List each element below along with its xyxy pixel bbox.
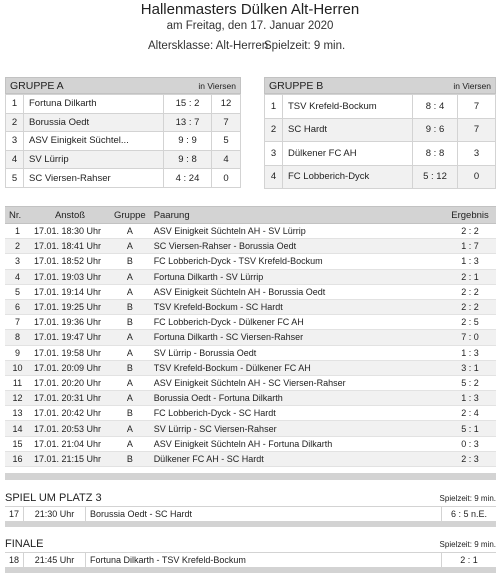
match-row	[5, 330, 496, 345]
match-kickoff: 17.01. 18:52 Uhr	[30, 254, 110, 269]
match-pairing: TSV Krefeld-Bockum - Dülkener FC AH	[150, 360, 444, 375]
match-pairing: Borussia Oedt - Fortuna Dilkarth	[150, 391, 444, 406]
match-result: 5 : 1	[444, 421, 496, 436]
team-rank: 1	[6, 95, 24, 114]
third-place-time: 21:30 Uhr	[24, 507, 86, 521]
match-result: 2 : 2	[444, 299, 496, 314]
standings-row	[265, 165, 496, 189]
match-kickoff: 17.01. 19:25 Uhr	[30, 299, 110, 314]
team-name: Dülkener FC AH	[283, 142, 413, 166]
match-group: B	[110, 451, 150, 466]
team-goals: 13 : 7	[164, 113, 212, 132]
match-group: A	[110, 330, 150, 345]
match-group: B	[110, 315, 150, 330]
col-nr: Nr.	[5, 207, 30, 224]
match-nr: 14	[5, 421, 30, 436]
col-result: Ergebnis	[444, 207, 496, 224]
match-kickoff: 17.01. 20:09 Uhr	[30, 360, 110, 375]
match-pairing: Fortuna Dilkarth - SV Lürrip	[150, 269, 444, 284]
match-schedule	[5, 206, 496, 467]
team-rank: 1	[265, 95, 283, 119]
match-result: 5 : 2	[444, 375, 496, 390]
match-nr: 9	[5, 345, 30, 360]
standings-row	[6, 113, 241, 132]
team-rank: 2	[6, 113, 24, 132]
match-group: A	[110, 239, 150, 254]
standings-row	[265, 142, 496, 166]
match-row	[5, 224, 496, 239]
final-nr: 18	[5, 553, 24, 567]
match-pairing: FC Lobberich-Dyck - SC Hardt	[150, 406, 444, 421]
match-result: 1 : 3	[444, 254, 496, 269]
team-goals: 15 : 2	[164, 95, 212, 114]
col-kickoff: Anstoß	[30, 207, 110, 224]
match-kickoff: 17.01. 21:04 Uhr	[30, 436, 110, 451]
match-nr: 15	[5, 436, 30, 451]
team-points: 4	[212, 150, 241, 169]
match-row	[5, 284, 496, 299]
match-kickoff: 17.01. 19:03 Uhr	[30, 269, 110, 284]
standings-row	[6, 150, 241, 169]
team-name: TSV Krefeld-Bockum	[283, 95, 413, 119]
match-row	[5, 406, 496, 421]
match-row	[5, 254, 496, 269]
age-class: Altersklasse: Alt-Herren	[148, 40, 269, 52]
third-place-pairing: Borussia Oedt - SC Hardt	[86, 507, 442, 521]
match-pairing: ASV Einigkeit Süchteln AH - SV Lürrip	[150, 224, 444, 239]
match-group: A	[110, 391, 150, 406]
final-playtime: Spielzeit: 9 min.	[439, 540, 496, 549]
match-kickoff: 17.01. 21:15 Uhr	[30, 451, 110, 466]
team-name: Fortuna Dilkarth	[24, 95, 164, 114]
standings-row	[6, 95, 241, 114]
match-pairing: SV Lürrip - Borussia Oedt	[150, 345, 444, 360]
standings-row	[6, 132, 241, 151]
group-a-table	[5, 77, 241, 188]
match-group: A	[110, 224, 150, 239]
match-pairing: ASV Einigkeit Süchteln AH - Borussia Oedt	[150, 284, 444, 299]
match-nr: 4	[5, 269, 30, 284]
final-match	[5, 552, 496, 568]
match-nr: 12	[5, 391, 30, 406]
group-a-name: GRUPPE A	[10, 79, 64, 92]
match-result: 2 : 5	[444, 315, 496, 330]
team-points: 0	[212, 169, 241, 188]
match-group: A	[110, 375, 150, 390]
team-rank: 4	[6, 150, 24, 169]
team-points: 7	[212, 113, 241, 132]
team-rank: 4	[265, 165, 283, 189]
team-name: SV Lürrip	[24, 150, 164, 169]
team-rank: 3	[265, 142, 283, 166]
team-points: 3	[458, 142, 496, 166]
match-row	[5, 436, 496, 451]
match-result: 2 : 4	[444, 406, 496, 421]
team-name: SC Hardt	[283, 118, 413, 142]
schedule-footer-bar	[5, 473, 496, 480]
team-goals: 9 : 6	[413, 118, 458, 142]
third-place-bar	[5, 522, 496, 527]
match-nr: 16	[5, 451, 30, 466]
match-kickoff: 17.01. 18:41 Uhr	[30, 239, 110, 254]
standings-row	[265, 118, 496, 142]
match-row	[5, 391, 496, 406]
group-b-name: GRUPPE B	[269, 79, 324, 92]
match-pairing: Dülkener FC AH - SC Hardt	[150, 451, 444, 466]
team-goals: 8 : 8	[413, 142, 458, 166]
match-kickoff: 17.01. 19:14 Uhr	[30, 284, 110, 299]
tournament-date: am Freitag, den 17. Januar 2020	[166, 20, 334, 32]
match-pairing: SC Viersen-Rahser - Borussia Oedt	[150, 239, 444, 254]
team-points: 7	[458, 95, 496, 119]
match-nr: 13	[5, 406, 30, 421]
group-a-location: in Viersen	[198, 80, 236, 91]
match-kickoff: 17.01. 19:36 Uhr	[30, 315, 110, 330]
match-result: 1 : 3	[444, 345, 496, 360]
match-group: A	[110, 284, 150, 299]
team-goals: 4 : 24	[164, 169, 212, 188]
match-row	[5, 345, 496, 360]
match-pairing: ASV Einigkeit Süchteln AH - Fortuna Dilkarth	[150, 436, 444, 451]
standings-row	[265, 95, 496, 119]
match-result: 1 : 3	[444, 391, 496, 406]
match-nr: 10	[5, 360, 30, 375]
match-row	[5, 375, 496, 390]
match-result: 2 : 3	[444, 451, 496, 466]
match-result: 2 : 2	[444, 284, 496, 299]
match-nr: 8	[5, 330, 30, 345]
team-points: 12	[212, 95, 241, 114]
match-kickoff: 17.01. 19:58 Uhr	[30, 345, 110, 360]
match-nr: 7	[5, 315, 30, 330]
playtime: Spielzeit: 9 min.	[264, 40, 346, 52]
match-kickoff: 17.01. 19:47 Uhr	[30, 330, 110, 345]
match-pairing: TSV Krefeld-Bockum - SC Hardt	[150, 299, 444, 314]
team-points: 7	[458, 118, 496, 142]
team-rank: 3	[6, 132, 24, 151]
match-kickoff: 17.01. 20:53 Uhr	[30, 421, 110, 436]
match-row	[5, 360, 496, 375]
col-pairing: Paarung	[150, 207, 444, 224]
final-time: 21:45 Uhr	[24, 553, 86, 567]
standings-row	[6, 169, 241, 188]
group-a-header	[5, 77, 241, 94]
match-row	[5, 269, 496, 284]
tournament-title: Hallenmasters Dülken Alt-Herren	[140, 1, 360, 18]
match-group: B	[110, 299, 150, 314]
col-group: Gruppe	[110, 207, 150, 224]
match-result: 0 : 3	[444, 436, 496, 451]
team-goals: 9 : 8	[164, 150, 212, 169]
group-b-standings	[264, 94, 496, 189]
match-group: A	[110, 345, 150, 360]
group-b-header	[264, 77, 496, 94]
match-pairing: FC Lobberich-Dyck - TSV Krefeld-Bockum	[150, 254, 444, 269]
team-name: ASV Einigkeit Süchtel...	[24, 132, 164, 151]
match-pairing: FC Lobberich-Dyck - Dülkener FC AH	[150, 315, 444, 330]
match-nr: 5	[5, 284, 30, 299]
match-group: A	[110, 421, 150, 436]
third-place-title: SPIEL UM PLATZ 3	[5, 492, 102, 504]
match-row	[5, 239, 496, 254]
match-kickoff: 17.01. 20:31 Uhr	[30, 391, 110, 406]
team-goals: 5 : 12	[413, 165, 458, 189]
match-row	[5, 451, 496, 466]
match-row	[5, 421, 496, 436]
match-nr: 1	[5, 224, 30, 239]
match-kickoff: 17.01. 20:42 Uhr	[30, 406, 110, 421]
group-b-location: in Viersen	[453, 80, 491, 91]
match-group: B	[110, 254, 150, 269]
team-goals: 9 : 9	[164, 132, 212, 151]
match-pairing: Fortuna Dilkarth - SC Viersen-Rahser	[150, 330, 444, 345]
match-result: 2 : 2	[444, 224, 496, 239]
match-kickoff: 17.01. 20:20 Uhr	[30, 375, 110, 390]
group-b-table	[264, 77, 496, 189]
final-bar	[5, 568, 496, 573]
match-nr: 3	[5, 254, 30, 269]
team-name: FC Lobberich-Dyck	[283, 165, 413, 189]
match-result: 2 : 1	[444, 269, 496, 284]
group-a-standings	[5, 94, 241, 188]
match-nr: 2	[5, 239, 30, 254]
team-points: 0	[458, 165, 496, 189]
match-kickoff: 17.01. 18:30 Uhr	[30, 224, 110, 239]
match-group: B	[110, 406, 150, 421]
match-nr: 6	[5, 299, 30, 314]
match-row	[5, 315, 496, 330]
match-row	[5, 299, 496, 314]
third-place-playtime: Spielzeit: 9 min.	[439, 494, 496, 503]
match-pairing: ASV Einigkeit Süchteln AH - SC Viersen-Rahser	[150, 375, 444, 390]
final-title: FINALE	[5, 538, 44, 550]
match-result: 7 : 0	[444, 330, 496, 345]
team-name: SC Viersen-Rahser	[24, 169, 164, 188]
match-result: 1 : 7	[444, 239, 496, 254]
team-name: Borussia Oedt	[24, 113, 164, 132]
third-place-result: 6 : 5 n.E.	[450, 509, 488, 519]
schedule-header-row	[5, 207, 496, 224]
team-goals: 8 : 4	[413, 95, 458, 119]
third-place-match	[5, 506, 496, 522]
match-group: A	[110, 436, 150, 451]
team-rank: 2	[265, 118, 283, 142]
final-result: 2 : 1	[460, 555, 478, 565]
match-group: B	[110, 360, 150, 375]
match-result: 3 : 1	[444, 360, 496, 375]
match-pairing: SV Lürrip - SC Viersen-Rahser	[150, 421, 444, 436]
final-pairing: Fortuna Dilkarth - TSV Krefeld-Bockum	[86, 553, 442, 567]
match-group: A	[110, 269, 150, 284]
team-points: 5	[212, 132, 241, 151]
match-nr: 11	[5, 375, 30, 390]
team-rank: 5	[6, 169, 24, 188]
third-place-nr: 17	[5, 507, 24, 521]
